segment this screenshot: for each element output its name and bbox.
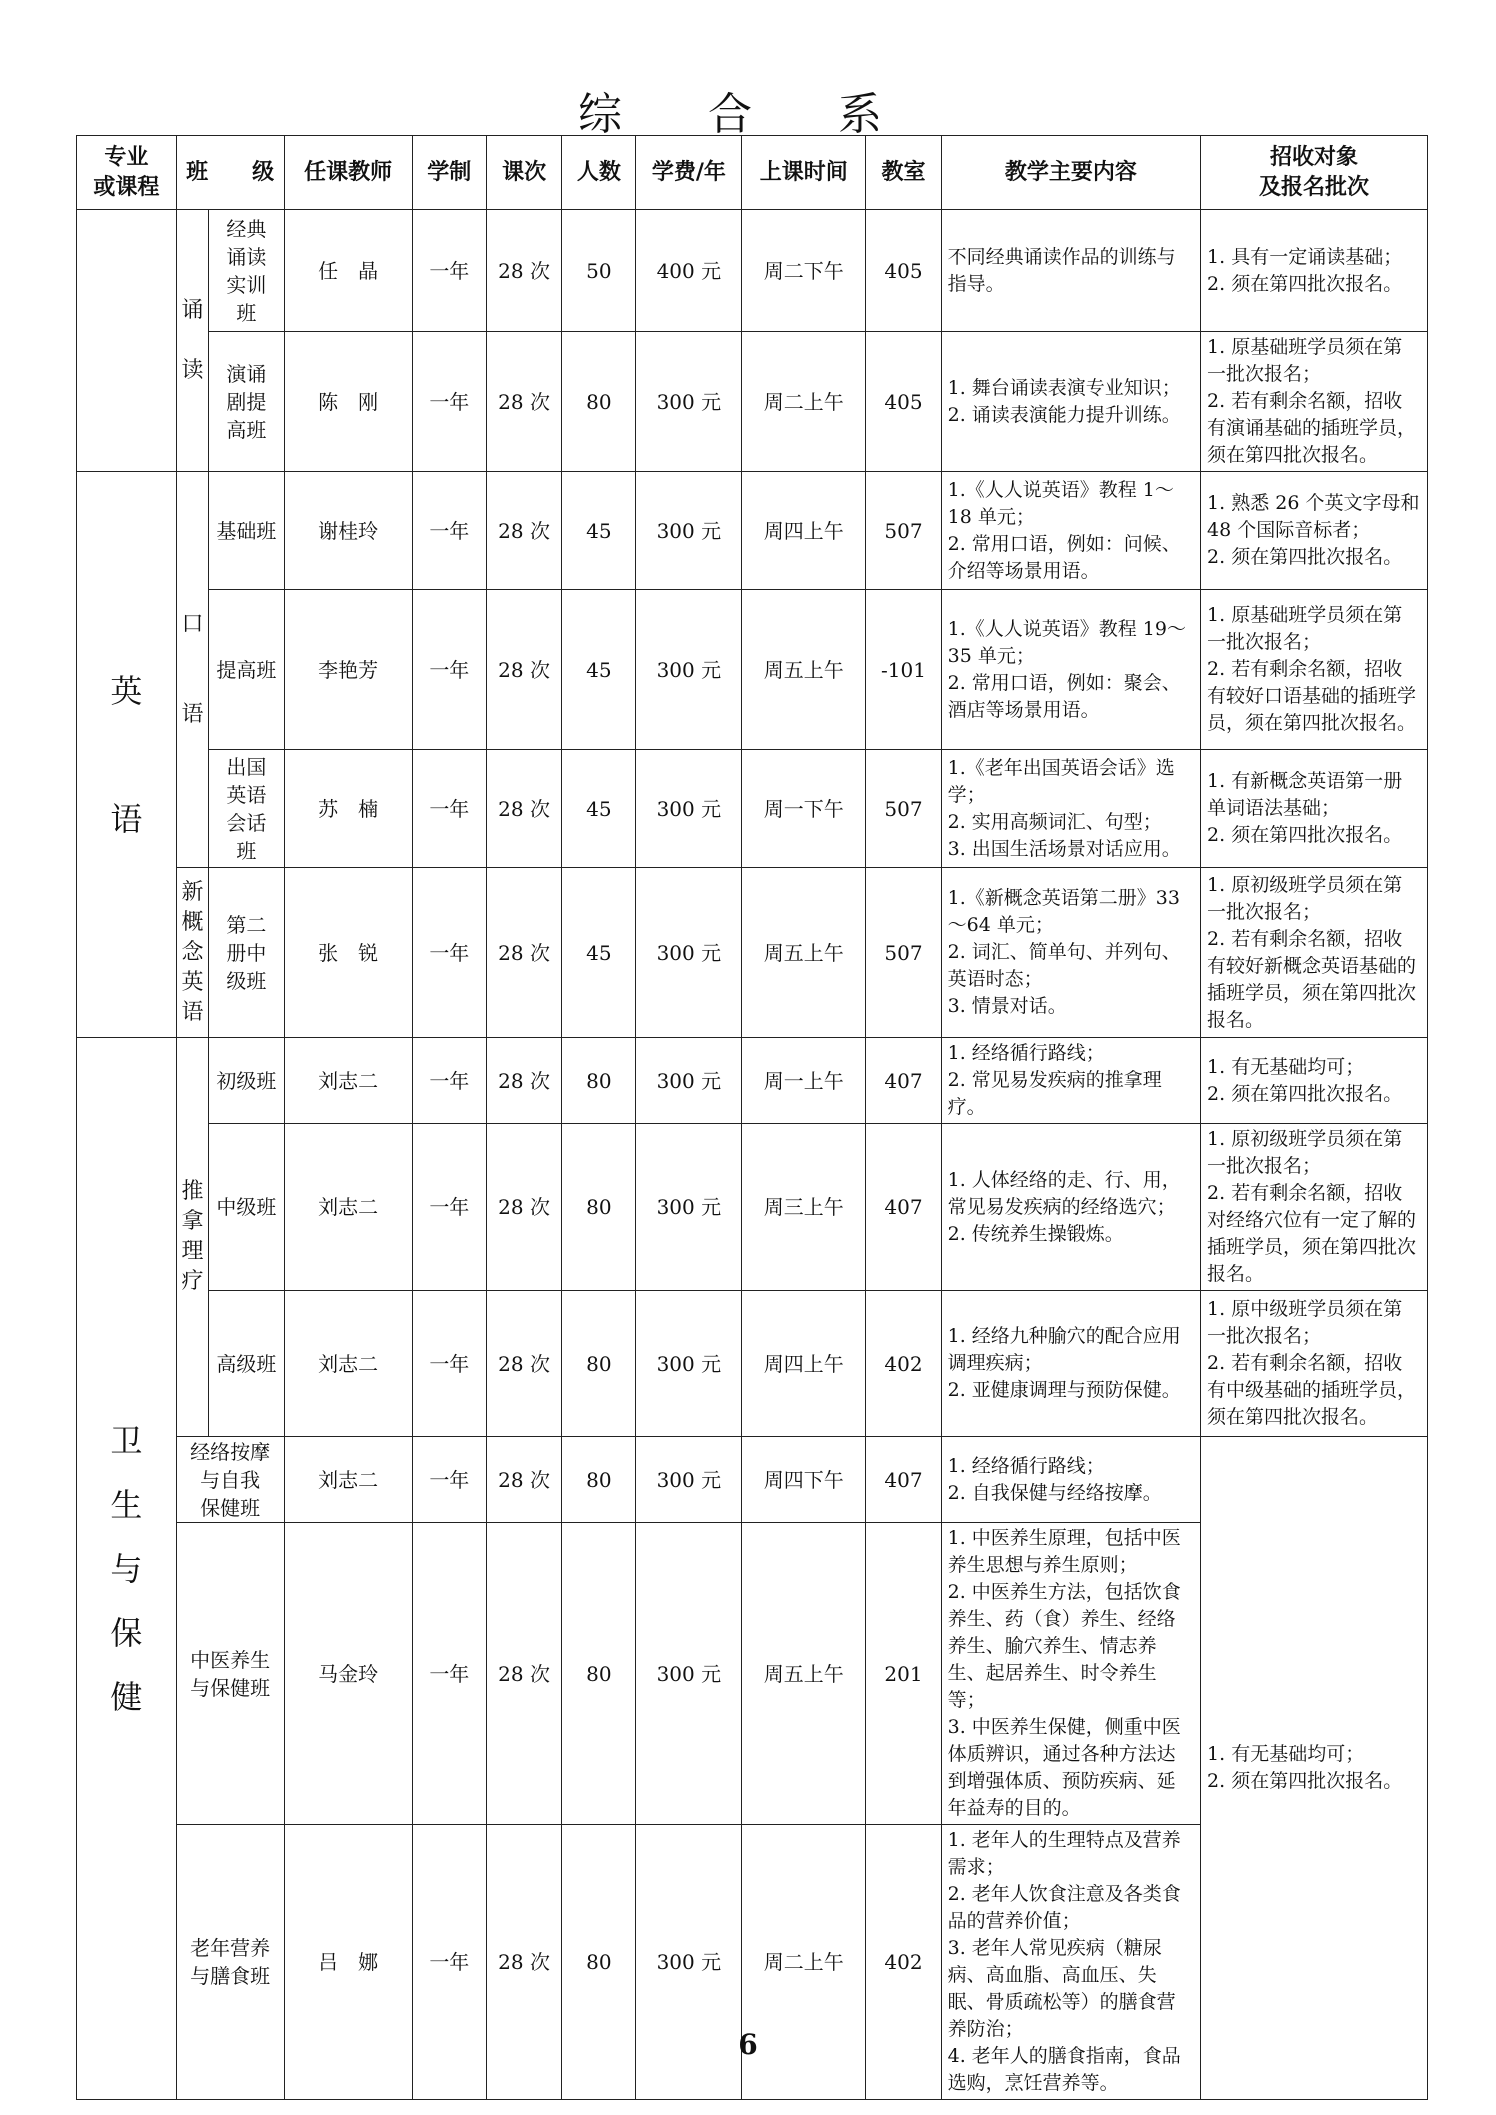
class-name: 第二 册中 级班 [209,868,284,1038]
fee: 300 元 [636,1124,742,1291]
teacher: 刘志二 [284,1038,412,1124]
table-row [77,1124,1428,1291]
page-number: 6 [738,2028,758,2061]
class-name: 高级班 [209,1291,284,1437]
enroll-target: 1. 原基础班学员须在第一批次报名； 2. 若有剩余名额，招收有演诵基础的插班学员，须在第四批次报名。 [1201,332,1428,472]
header-time: 上课时间 [742,136,866,210]
teacher: 陈 刚 [284,332,412,472]
class-time: 周四下午 [742,1437,866,1523]
teacher: 谢桂玲 [284,472,412,590]
fee: 300 元 [636,750,742,868]
enroll-target: 1. 原中级班学员须在第一批次报名； 2. 若有剩余名额，招收有中级基础的插班学员，须在第四批次报名。 [1201,1291,1428,1437]
header-teacher: 任课教师 [284,136,412,210]
capacity: 80 [562,1437,636,1523]
enroll-target: 1. 原基础班学员须在第一批次报名； 2. 若有剩余名额，招收有较好口语基础的插班学员，须在第四批次报名。 [1201,590,1428,750]
sessions: 28 次 [486,332,561,472]
teacher: 马金玲 [284,1523,412,1825]
group-nce: 新 概 念 英 语 [176,868,209,1038]
fee: 300 元 [636,1291,742,1437]
duration: 一年 [412,868,486,1038]
fee: 300 元 [636,1825,742,2100]
duration: 一年 [412,590,486,750]
teacher: 苏 楠 [284,750,412,868]
classroom: 507 [866,472,941,590]
duration: 一年 [412,332,486,472]
class-name: 老年营养 与膳食班 [176,1825,284,2100]
enroll-target: 1. 具有一定诵读基础； 2. 须在第四批次报名。 [1201,210,1428,332]
capacity: 50 [562,210,636,332]
header-count: 人数 [562,136,636,210]
table-row [77,750,1428,868]
class-name: 演诵 剧提 高班 [209,332,284,472]
capacity: 45 [562,750,636,868]
enroll-target: 1. 有无基础均可； 2. 须在第四批次报名。 [1201,1038,1428,1124]
duration: 一年 [412,1523,486,1825]
capacity: 80 [562,1825,636,2100]
duration: 一年 [412,1124,486,1291]
sessions: 28 次 [486,868,561,1038]
course-content: 1. 中医养生原理，包括中医养生思想与养生原则； 2. 中医养生方法，包括饮食养生、药（食）养生、经络养生、腧穴养生、情志养生、起居养生、时令养生等； 3. 中医养生保健，侧重中医体质辨识，通过各种方法达到增强体质、预防疾病、延年益寿的目的。 [941,1523,1200,1825]
sessions: 28 次 [486,472,561,590]
capacity: 45 [562,868,636,1038]
fee: 300 元 [636,1038,742,1124]
duration: 一年 [412,750,486,868]
table-row [77,1291,1428,1437]
class-time: 周五上午 [742,590,866,750]
course-content: 1. 舞台诵读表演专业知识； 2. 诵读表演能力提升训练。 [941,332,1200,472]
class-time: 周二上午 [742,1825,866,2100]
capacity: 80 [562,1523,636,1825]
course-content: 1. 老年人的生理特点及营养需求； 2. 老年人饮食注意及各类食品的营养价值； 3. 老年人常见疾病（糖尿病、高血脂、高血压、失眠、骨质疏松等）的膳食营养防治； 4. 老年人的膳食指南，食品选购，烹饪营养等。 [941,1825,1200,2100]
duration: 一年 [412,1825,486,2100]
major-health: 卫 生 与 保 健 [77,1038,177,2100]
class-name: 经络按摩 与自我 保健班 [176,1437,284,1523]
header-fee: 学费/年 [636,136,742,210]
class-name: 提高班 [209,590,284,750]
group-oral: 口 语 [176,472,209,868]
classroom: 507 [866,750,941,868]
fee: 300 元 [636,868,742,1038]
course-content: 1. 经络循行路线； 2. 常见易发疾病的推拿理疗。 [941,1038,1200,1124]
class-time: 周五上午 [742,868,866,1038]
class-time: 周一下午 [742,750,866,868]
classroom: -101 [866,590,941,750]
capacity: 45 [562,472,636,590]
header-major: 专业 或课程 [77,136,177,210]
course-content: 1. 经络循行路线； 2. 自我保健与经络按摩。 [941,1437,1200,1523]
enroll-target-shared: 1. 有无基础均可； 2. 须在第四批次报名。 [1201,1437,1428,2100]
sessions: 28 次 [486,1124,561,1291]
class-time: 周四上午 [742,472,866,590]
table-row [77,1038,1428,1124]
class-time: 周四上午 [742,1291,866,1437]
course-content: 不同经典诵读作品的训练与指导。 [941,210,1200,332]
classroom: 407 [866,1437,941,1523]
fee: 300 元 [636,472,742,590]
teacher: 任 晶 [284,210,412,332]
duration: 一年 [412,1038,486,1124]
group-massage: 推 拿 理 疗 [176,1038,209,1437]
class-time: 周三上午 [742,1124,866,1291]
course-content: 1.《老年出国英语会话》选学； 2. 实用高频词汇、句型； 3. 出国生活场景对话应用。 [941,750,1200,868]
enroll-target: 1. 原初级班学员须在第一批次报名； 2. 若有剩余名额，招收有较好新概念英语基础的插班学员，须在第四批次报名。 [1201,868,1428,1038]
course-content: 1.《人人说英语》教程 19～35 单元； 2. 常用口语，例如：聚会、酒店等场景用语。 [941,590,1200,750]
table-row [77,210,1428,332]
duration: 一年 [412,210,486,332]
teacher: 刘志二 [284,1437,412,1523]
course-content: 1. 人体经络的走、行、用，常见易发疾病的经络选穴； 2. 传统养生操锻炼。 [941,1124,1200,1291]
teacher: 刘志二 [284,1291,412,1437]
capacity: 80 [562,1038,636,1124]
capacity: 80 [562,1291,636,1437]
enroll-target: 1. 熟悉 26 个英文字母和 48 个国际音标者； 2. 须在第四批次报名。 [1201,472,1428,590]
sessions: 28 次 [486,1523,561,1825]
classroom: 402 [866,1825,941,2100]
table-row [77,868,1428,1038]
fee: 300 元 [636,1437,742,1523]
class-name: 经典 诵读 实训 班 [209,210,284,332]
classroom: 201 [866,1523,941,1825]
class-time: 周一上午 [742,1038,866,1124]
course-content: 1.《新概念英语第二册》33～64 单元； 2. 词汇、简单句、并列句、英语时态； 3. 情景对话。 [941,868,1200,1038]
class-time: 周二上午 [742,332,866,472]
major-cell-blank [77,210,177,472]
table-row [77,1437,1428,1523]
class-name: 中级班 [209,1124,284,1291]
classroom: 402 [866,1291,941,1437]
major-english: 英 语 [77,472,177,1038]
sessions: 28 次 [486,1825,561,2100]
fee: 300 元 [636,590,742,750]
sessions: 28 次 [486,1038,561,1124]
course-content: 1. 经络九种腧穴的配合应用调理疾病； 2. 亚健康调理与预防保健。 [941,1291,1200,1437]
teacher: 张 锐 [284,868,412,1038]
duration: 一年 [412,472,486,590]
header-room: 教室 [866,136,941,210]
course-table [76,135,1428,2100]
teacher: 刘志二 [284,1124,412,1291]
teacher: 李艳芳 [284,590,412,750]
duration: 一年 [412,1291,486,1437]
teacher: 吕 娜 [284,1825,412,2100]
fee: 300 元 [636,1523,742,1825]
sessions: 28 次 [486,1437,561,1523]
classroom: 407 [866,1038,941,1124]
classroom: 405 [866,210,941,332]
enroll-target: 1. 有新概念英语第一册单词语法基础； 2. 须在第四批次报名。 [1201,750,1428,868]
class-time: 周五上午 [742,1523,866,1825]
classroom: 407 [866,1124,941,1291]
enroll-target: 1. 原初级班学员须在第一批次报名； 2. 若有剩余名额，招收对经络穴位有一定了解的插班学员，须在第四批次报名。 [1201,1124,1428,1291]
sessions: 28 次 [486,210,561,332]
classroom: 507 [866,868,941,1038]
fee: 400 元 [636,210,742,332]
fee: 300 元 [636,332,742,472]
class-time: 周二下午 [742,210,866,332]
table-row [77,590,1428,750]
page-title: 综 合 系 [578,89,918,140]
group-recite: 诵 读 [176,210,209,472]
class-name: 中医养生 与保健班 [176,1523,284,1825]
capacity: 80 [562,1124,636,1291]
capacity: 80 [562,332,636,472]
class-name: 初级班 [209,1038,284,1124]
capacity: 45 [562,590,636,750]
header-sessions: 课次 [486,136,561,210]
table-row [77,472,1428,590]
table-row [77,332,1428,472]
header-class: 班 级 [176,136,284,210]
sessions: 28 次 [486,750,561,868]
header-content: 教学主要内容 [941,136,1200,210]
header-years: 学制 [412,136,486,210]
sessions: 28 次 [486,590,561,750]
class-name: 出国 英语 会话 班 [209,750,284,868]
header-target: 招收对象 及报名批次 [1201,136,1428,210]
duration: 一年 [412,1437,486,1523]
sessions: 28 次 [486,1291,561,1437]
course-content: 1.《人人说英语》教程 1～18 单元； 2. 常用口语，例如：问候、介绍等场景用语。 [941,472,1200,590]
class-name: 基础班 [209,472,284,590]
classroom: 405 [866,332,941,472]
